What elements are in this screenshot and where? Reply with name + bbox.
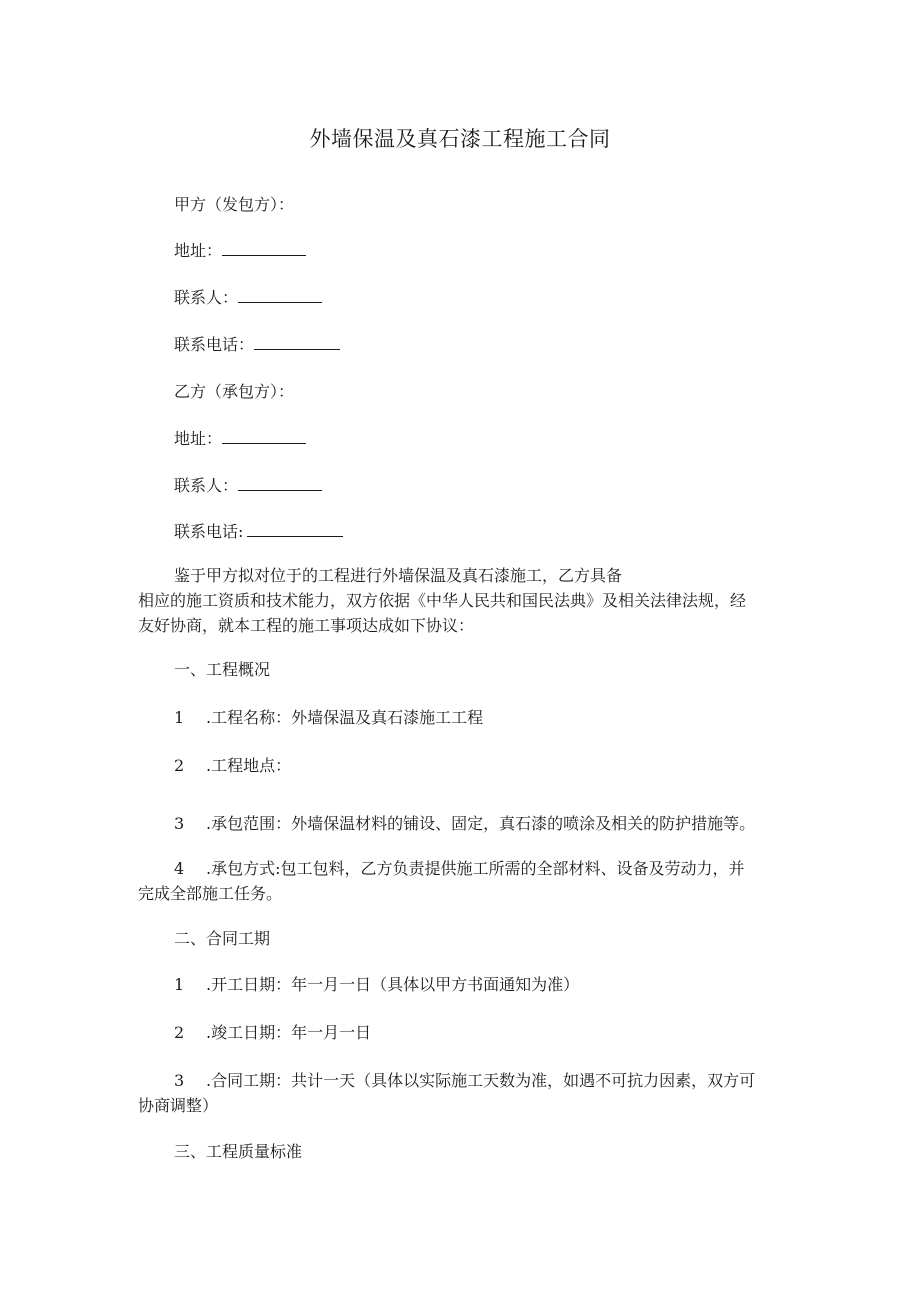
preamble-line-1: 鉴于甲方拟对位于的工程进行外墙保温及真石漆施工，乙方具备 (174, 566, 623, 585)
document-title: 外墙保温及真石漆工程施工合同 (309, 127, 611, 151)
section-2-heading: 二、合同工期 (174, 929, 271, 948)
party-a-address-label: 地址： (174, 241, 223, 260)
party-a-phone (174, 333, 340, 357)
party-b-phone-blank (247, 522, 343, 537)
preamble-paragraph (138, 563, 798, 638)
party-a-contact-blank (238, 288, 322, 303)
item-number: 1 (174, 708, 185, 727)
item-first-line (138, 1068, 798, 1093)
party-b-address-label: 地址： (174, 429, 223, 448)
item-number: 2 (174, 1023, 185, 1042)
section-1-item-3 (174, 812, 755, 836)
party-a-address (174, 239, 306, 263)
party-b-phone (174, 520, 343, 544)
section-2-item-3 (138, 1068, 798, 1118)
item-text: .合同工期：共计一天（具体以实际施工天数为准，如遇不可抗力因素，双方可 (206, 1071, 756, 1090)
party-b-heading: 乙方（承包方）： (174, 382, 295, 401)
item-number: 3 (174, 1071, 185, 1090)
item-text: .承包范围：外墙保温材料的铺设、固定，真石漆的喷涂及相关的防护措施等。 (206, 814, 756, 833)
section-1-heading: 一、工程概况 (174, 660, 271, 679)
party-b-contact (174, 474, 322, 498)
item-text: .工程名称：外墙保温及真石漆施工工程 (206, 708, 484, 727)
item-text: .开工日期：年一月一日（具体以甲方书面通知为准） (206, 975, 580, 994)
party-b-contact-blank (238, 476, 322, 491)
section-1-item-2 (174, 754, 291, 778)
section-3-heading: 三、工程质量标准 (174, 1142, 303, 1161)
item-number: 1 (174, 975, 185, 994)
item-text: .工程地点： (206, 756, 292, 775)
party-a-phone-label: 联系电话： (174, 335, 255, 354)
section-1-item-1 (174, 706, 483, 730)
party-a-phone-blank (254, 335, 340, 350)
party-b-phone-label: 联系电话: (174, 522, 244, 541)
section-2-item-2 (174, 1021, 371, 1045)
party-a-contact (174, 286, 322, 310)
section-1-item-4 (138, 856, 798, 906)
item-text: .承包方式:包工包料，乙方负责提供施工所需的全部材料、设备及劳动力，并 (206, 859, 745, 878)
item-number: 4 (174, 859, 185, 878)
party-b-address-blank (222, 429, 306, 444)
item-first-line (138, 856, 798, 881)
party-a-heading: 甲方（发包方）： (174, 195, 295, 214)
item-continuation: 完成全部施工任务。 (138, 884, 283, 903)
party-a-contact-label: 联系人： (174, 288, 239, 307)
item-number: 2 (174, 756, 185, 775)
item-number: 3 (174, 814, 185, 833)
preamble-line-3: 友好协商，就本工程的施工事项达成如下协议： (138, 616, 475, 635)
section-2-item-1 (174, 973, 579, 997)
party-b-address (174, 427, 306, 451)
item-text: .竣工日期：年一月一日 (206, 1023, 372, 1042)
item-continuation: 协商调整） (138, 1096, 219, 1115)
preamble-line-2: 相应的施工资质和技术能力，双方依据《中华人民共和国民法典》及相关法律法规，经 (138, 591, 747, 610)
party-b-contact-label: 联系人： (174, 476, 239, 495)
party-a-address-blank (222, 241, 306, 256)
